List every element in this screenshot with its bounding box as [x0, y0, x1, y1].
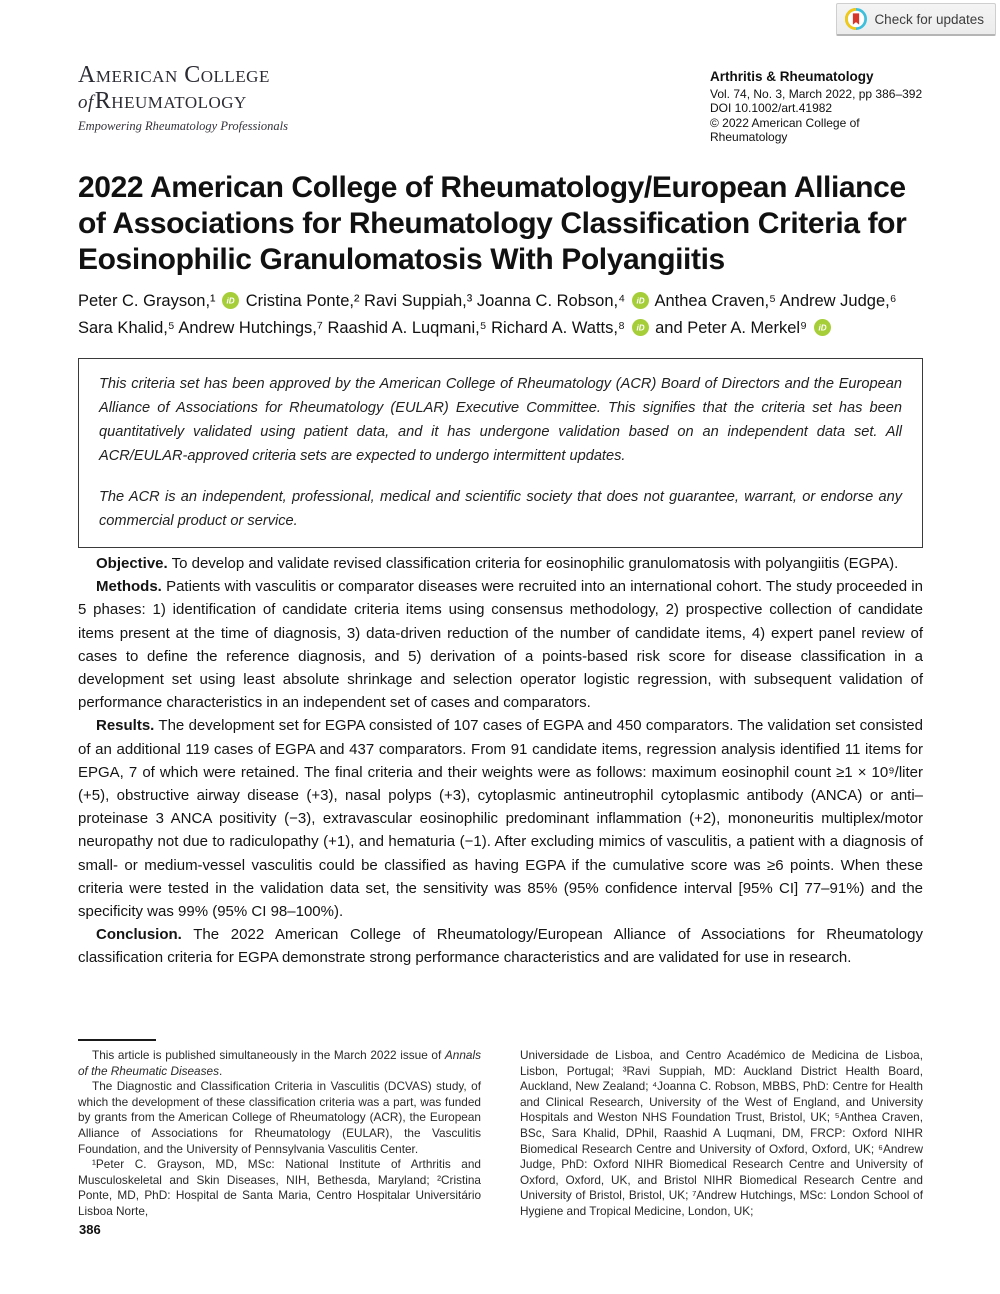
article-title: 2022 American College of Rheumatology/European Alliance of Associations for Rheumatology Classification Criteria for Eosinophilic Granulomatosis With Polyangiitis — [78, 171, 907, 276]
abstract-results — [78, 714, 923, 923]
abstract-methods-text: Patients with vasculitis or comparator diseases were recruited into an international cohort. The study proceeded in 5 phases: 1) identification of candidate criteria items using consensus methodology, 2) prospective collection of candidate items present at the time of diagnosis, 3) data-driven reduction of the number of candidate items, 4) expert panel review of cases to define the reference diagnosis, and 5) derivation of a points-based risk score for disease classification in a development set using least absolute shrinkage and selection operator logistic regression, with subsequent validation of performance characteristics in an independent set of cases and comparators. — [78, 578, 923, 712]
acr-logo-tagline: Empowering Rheumatology Professionals — [78, 119, 288, 133]
author-segment: and Peter A. Merkel⁹ — [655, 319, 808, 337]
journal-copyright-line: © 2022 American College of Rheumatology — [710, 115, 860, 144]
acr-logo-rheumatology: Rheumatology — [94, 88, 247, 114]
journal-info — [710, 70, 924, 145]
abstract-objective-label: Objective. — [96, 555, 168, 572]
orcid-icon[interactable] — [814, 319, 831, 343]
acr-logo-of: of — [78, 92, 94, 113]
orcid-icon[interactable] — [632, 319, 649, 343]
journal-name: Arthritis & Rheumatology — [710, 69, 874, 84]
acr-logo-line2 — [78, 88, 288, 116]
acr-logo — [78, 62, 288, 134]
abstract-objective-text: To develop and validate revised classification criteria for eosinophilic granulomatosis with polyangiitis (EGPA). — [171, 555, 899, 572]
footnote-column-right — [520, 1048, 923, 1220]
author-segment: Anthea Craven,⁵ Andrew Judge,⁶ Sara Khalid,⁵ Andrew Hutchings,⁷ Raashid A. Luqmani,⁵ Richard A. Watts,⁸ — [78, 292, 897, 337]
abstract-methods-label: Methods. — [96, 578, 162, 596]
footnote-funding: The Diagnostic and Classification Criteria in Vasculitis (DCVAS) study, of which the development of these classification criteria was a part, was funded by grants from the American College of Rheumatology (ACR), the European Alliance of Associations for Rheumatology (EULAR), the Vasculitis Foundation, and the University of Pennsylvania Vasculitis Center. — [78, 1079, 481, 1156]
orcid-icon[interactable] — [632, 292, 649, 316]
svg-text:iD: iD — [818, 323, 827, 333]
footnote-affiliations-right: Universidade de Lisboa, and Centro Académico de Medicina de Lisboa, Lisbon, Portugal; ³Ravi Suppiah, MD: Auckland District Health Board, Auckland, New Zealand; ⁴Joanna C. Robson, MBBS, PhD: Centre for Health and Clinical Research, University of the West of England, and University Hospitals and Weston NHS Foundation Trust, Bristol, UK; ⁵Anthea Craven, BSc, Sara Khalid, DPhil, Raashid A Luqmani, DM, FRCP: Oxford NIHR Biomedical Research Centre and University of Oxford, Oxford, UK; ⁶Andrew Judge, PhD: Oxford NIHR Biomedical Research Centre and University of Oxford, Oxford, UK, and Bristol NIHR Biomedical Research Centre and University of Bristol, Bristol, UK; ⁷Andrew Hutchings, MSc: London School of Hygiene and Tropical Medicine, London, UK; — [520, 1048, 923, 1218]
author-segment: Peter C. Grayson,¹ — [78, 292, 216, 310]
footnote-column-left — [78, 1048, 481, 1220]
acr-logo-line1: American College — [78, 62, 270, 88]
svg-text:iD: iD — [635, 323, 645, 333]
author-segment: Cristina Ponte,² Ravi Suppiah,³ Joanna C. Robson,⁴ — [245, 292, 626, 310]
abstract — [78, 552, 923, 970]
crossmark-icon — [845, 8, 867, 30]
footnote-text: . — [218, 1063, 223, 1078]
orcid-icon[interactable] — [222, 292, 239, 316]
check-for-updates-button[interactable] — [836, 3, 996, 36]
journal-volume-line: Vol. 74, No. 3, March 2022, pp 386–392 — [710, 86, 923, 101]
footnote-journal-title: Annals of the Rheumatic Diseases — [78, 1048, 481, 1078]
journal-doi-line: DOI 10.1002/art.41982 — [710, 101, 833, 115]
footnote-section — [78, 1039, 923, 1220]
footnote-divider — [78, 1039, 156, 1041]
abstract-results-label: Results. — [96, 717, 155, 735]
abstract-conclusion-text: The 2022 American College of Rheumatology/European Alliance of Associations for Rheumatology classification criteria for EGPA demonstrate strong performance characteristics and are validated for use in research. — [78, 926, 923, 967]
abstract-conclusion-label: Conclusion. — [96, 926, 182, 944]
author-list — [78, 289, 926, 343]
abstract-objective — [78, 552, 923, 575]
svg-text:iD: iD — [636, 296, 645, 306]
page-number: 386 — [79, 1222, 101, 1237]
approval-statement-box — [78, 358, 923, 548]
svg-text:iD: iD — [226, 296, 235, 306]
footnote-text: This article is published simultaneously in the March 2022 issue of — [92, 1048, 445, 1062]
abstract-methods — [78, 575, 923, 714]
approval-paragraph-1: This criteria set has been approved by the American College of Rheumatology (ACR) Board of Directors and the European Alliance of Associations for Rheumatology (EULAR) Executive Committee. This signifies that the criteria set has been quantitatively validated using patient data, and it has undergone validation based on an independent data set. All ACR/EULAR-approved criteria sets are expected to undergo intermittent updates. — [99, 376, 902, 464]
abstract-conclusion — [78, 923, 923, 969]
footnote-affiliations-left: ¹Peter C. Grayson, MD, MSc: National Institute of Arthritis and Musculoskeletal and Skin Diseases, NIH, Bethesda, Maryland; ²Cristina Ponte, MD, PhD: Hospital de Santa Maria, Centro Hospitalar Universitário Lisboa Norte, — [78, 1157, 481, 1218]
check-for-updates-label: Check for updates — [874, 11, 984, 27]
abstract-results-text: The development set for EGPA consisted of 107 cases of EGPA and 450 comparators. The validation set consisted of an additional 119 cases of EGPA and 437 comparators. From 91 candidate items, regression analysis identified 11 items for EPGA, 7 of which were retained. The final criteria and their weights were as follows: maximum eosinophil count ≥1 × 10⁹/liter (+5), obstructive airway disease (+3), nasal polyps (+3), cytoplasmic antineutrophil cytoplasmic antibody (ANCA) or anti–proteinase 3 ANCA positivity (−3), extravascular eosinophilic predominant inflammation (+2), mononeuritis multiplex/motor neuropathy not due to radiculopathy (+1), and hematuria (−1). After excluding mimics of vasculitis, a patient with a diagnosis of small- or medium-vessel vasculitis could be classified as having EGPA if the cumulative score was ≥6 points. When these criteria were tested in the validation data set, the sensitivity was 85% (95% confidence interval [95% CI] 77–91%) and the specificity was 99% (95% CI 98–100%). — [78, 717, 923, 921]
footnote-simultaneous-publication — [78, 1048, 481, 1079]
approval-paragraph-2: The ACR is an independent, professional, medical and scientific society that does not guarantee, warrant, or endorse any commercial product or service. — [99, 489, 902, 529]
